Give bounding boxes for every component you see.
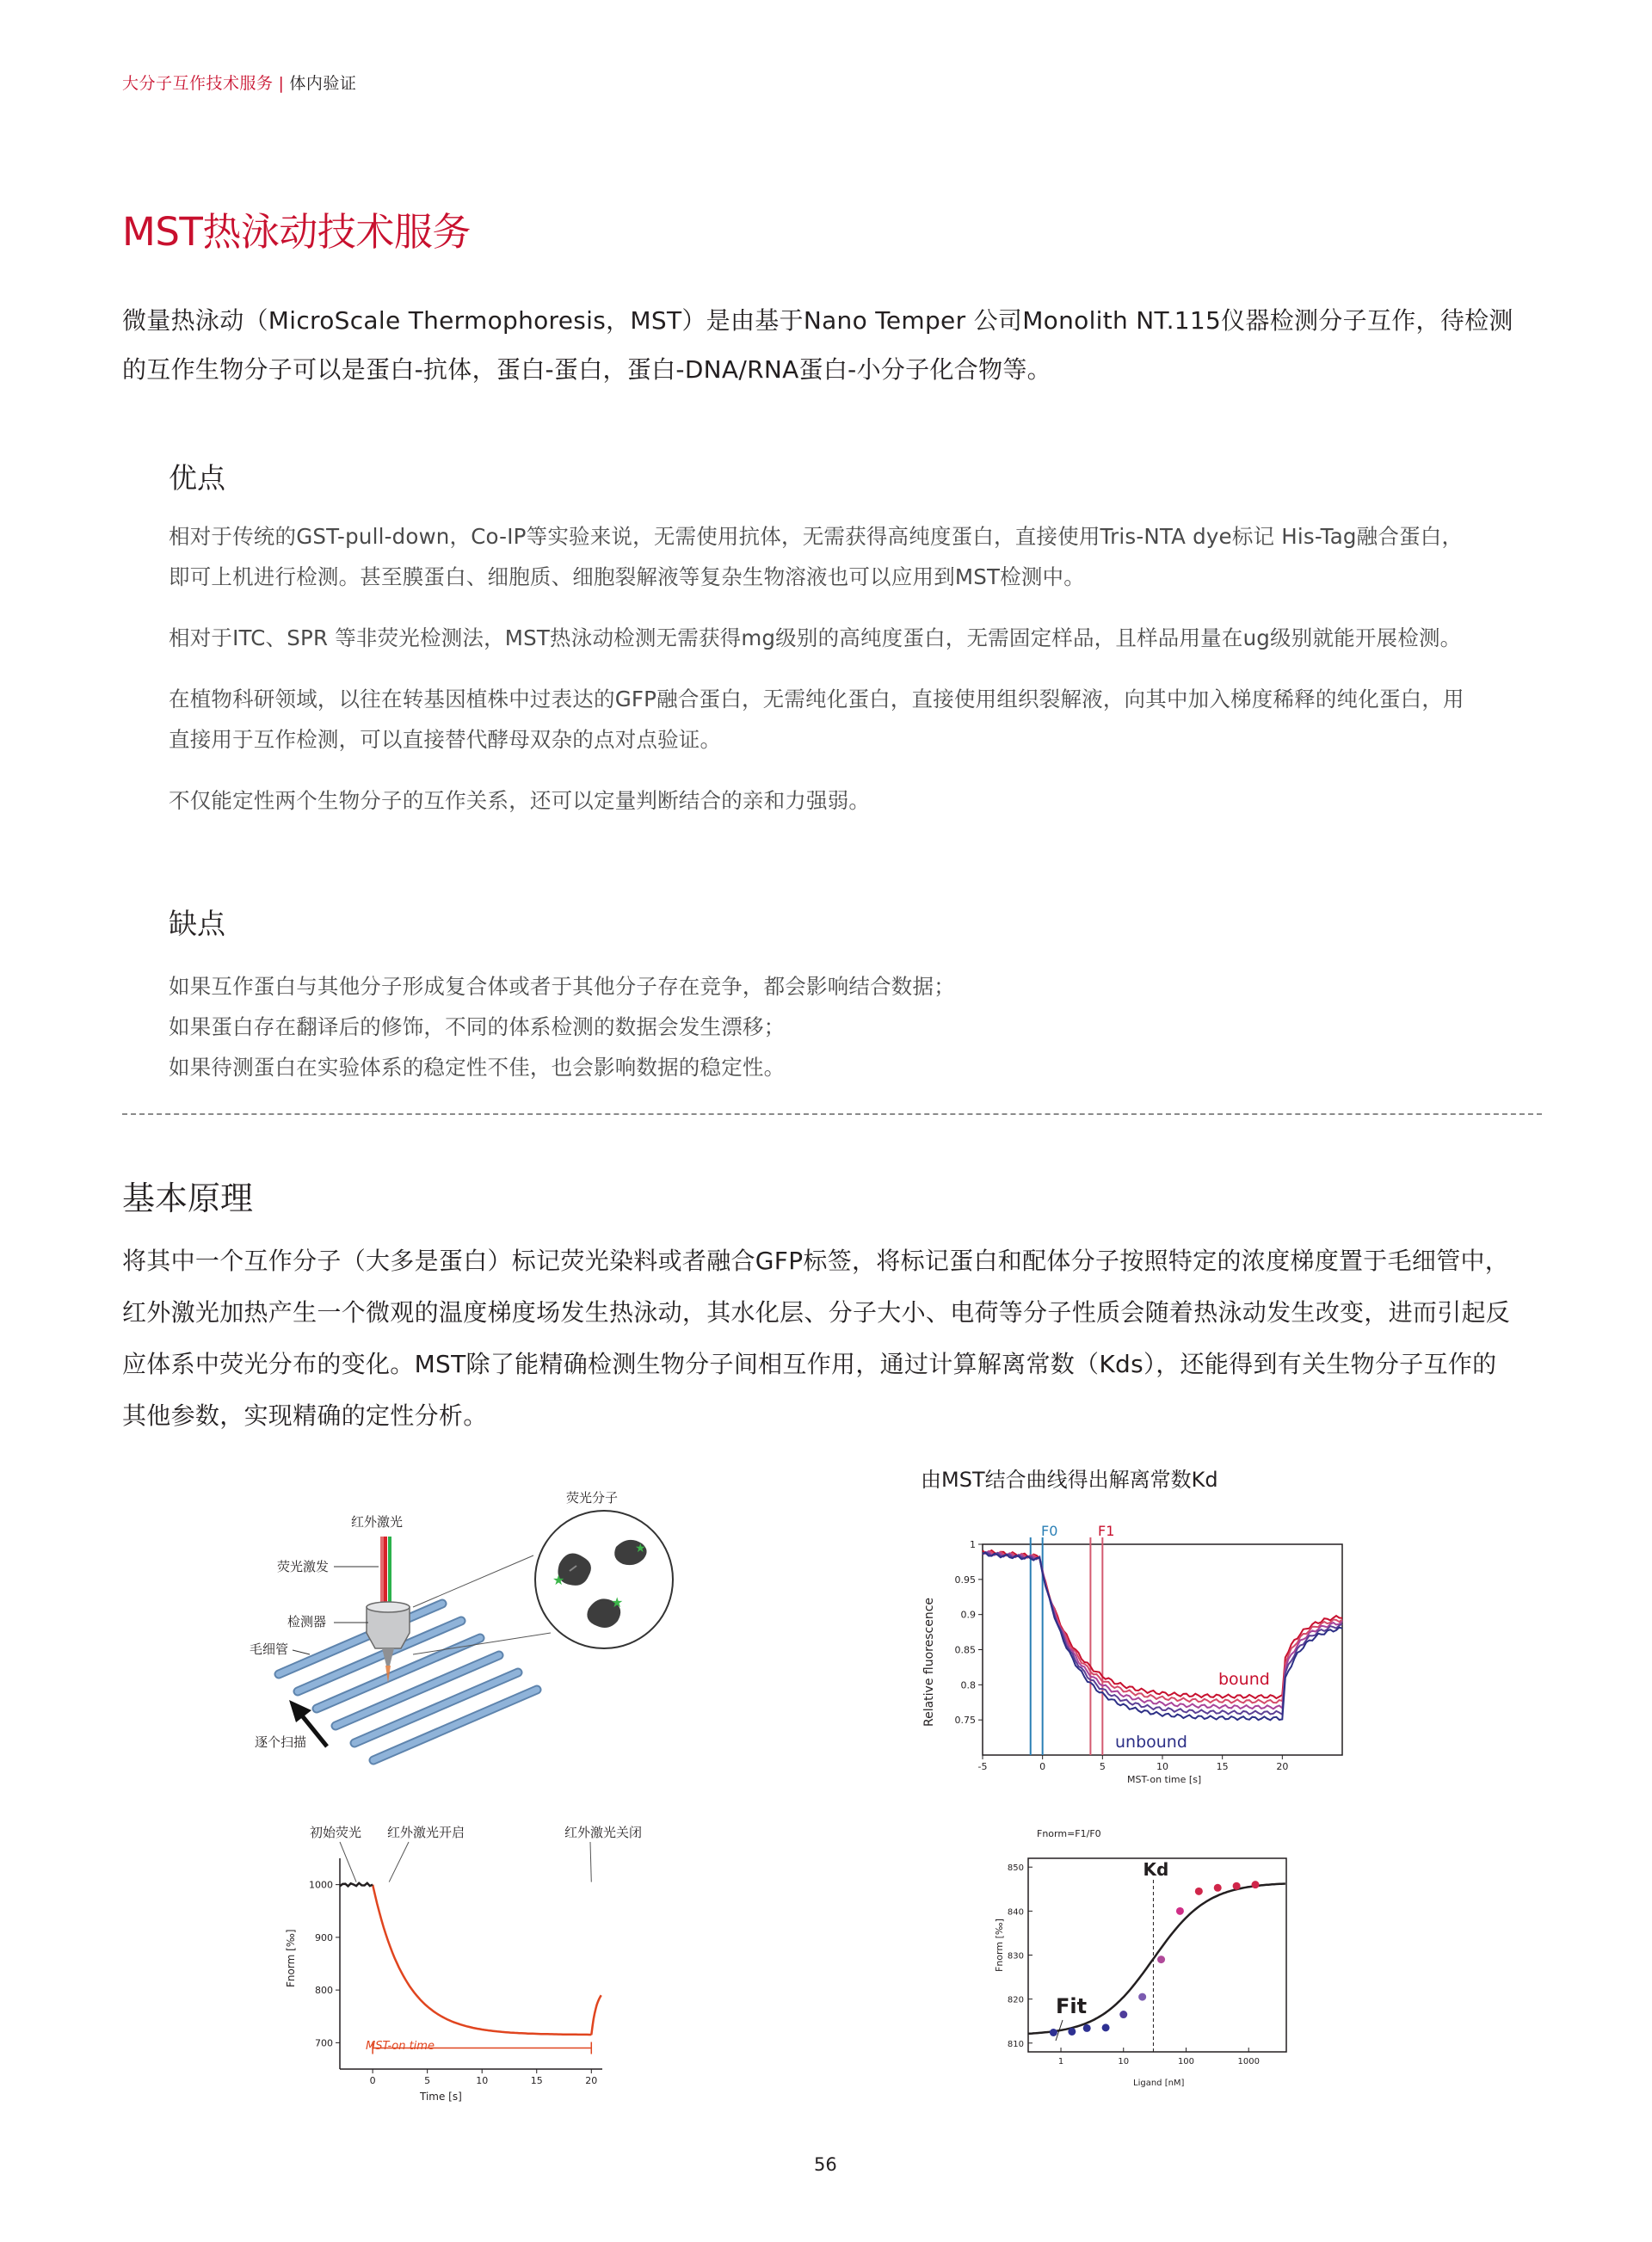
chart1-frame [983, 1544, 1342, 1755]
chart1-y-tick-label: 0.8 [960, 1679, 976, 1691]
detector-objective [367, 1607, 410, 1648]
chart2-y-tick-label: 900 [315, 1931, 333, 1943]
page-title: MST热泳动技术服务 [122, 209, 471, 255]
chart3-data-point [1102, 2023, 1110, 2031]
chart1-x-tick-label: 0 [1039, 1761, 1046, 1772]
principle-line-2: 红外激光加热产生一个微观的温度梯度场发生热泳动，其水化层、分子大小、电荷等分子性质会随着热泳动发生改变，进而引起反 [122, 1298, 1511, 1327]
chart1-y-axis-label: Relative fluorescence [922, 1597, 936, 1727]
chart3-y-tick-label: 820 [1007, 1995, 1024, 2005]
chart3-x-tick-label: 1000 [1237, 2057, 1260, 2066]
section-divider [122, 1113, 1542, 1115]
chart2-y-tick-label: 700 [315, 2037, 333, 2049]
chart1-y-tick-label: 0.85 [954, 1644, 976, 1656]
chart2-phase-laser-on: 红外激光开启 [387, 1825, 465, 1840]
objective-top [367, 1602, 410, 1612]
chart1-x-tick-label: -5 [977, 1761, 988, 1772]
chart3-y-tick-label: 840 [1007, 1907, 1024, 1918]
header-category: 大分子互作技术服务 [122, 74, 274, 93]
ir-laser-beam [384, 1537, 387, 1605]
chart3-data-point [1138, 1993, 1146, 2001]
chart1-bound-label: bound [1218, 1670, 1270, 1689]
molecule-star-icon: ★ [611, 1594, 624, 1611]
chart3-x-tick-label: 100 [1177, 2057, 1195, 2066]
advantage-1-line-1: 相对于传统的GST-pull-down，Co-IP等实验来说，无需使用抗体，无需获得高纯度蛋白，直接使用Tris-NTA dye标记 His-Tag融合蛋白， [169, 524, 1464, 549]
chart3-y-tick-label: 830 [1007, 1951, 1024, 1962]
excitation-beam [388, 1537, 391, 1605]
chart2-x-tick-label: 10 [476, 2075, 489, 2086]
label-detector: 检测器 [287, 1614, 327, 1629]
label-fluor-molecules: 荧光分子 [566, 1490, 619, 1506]
chart3-x-tick-label: 1 [1057, 2057, 1064, 2066]
chart1-x-axis-label: MST-on time [s] [1127, 1774, 1202, 1785]
principle-line-3: 应体系中荧光分布的变化。MST除了能精确检测生物分子间相互作用，通过计算解离常数（Kds），还能得到有关生物分子互作的 [122, 1350, 1497, 1378]
chart2-mst-on-label: MST-on time [366, 2040, 435, 2053]
chart1-f1-label: F1 [1098, 1523, 1115, 1539]
chart2-phase-leader [590, 1842, 591, 1882]
chart2-phase-initial: 初始荧光 [310, 1825, 362, 1840]
intro-line-2: 的互作生物分子可以是蛋白-抗体，蛋白-蛋白，蛋白-DNA/RNA蛋白-小分子化合物等。 [122, 355, 1051, 384]
header-separator: | [278, 74, 285, 93]
chart3-data-point [1050, 2029, 1057, 2036]
chart2-phase-leader [389, 1842, 409, 1882]
chart3-data-point [1214, 1884, 1222, 1892]
running-header [122, 71, 356, 94]
chart-binding-curve [977, 1824, 1312, 2108]
chart3-kd-label: Kd [1143, 1859, 1169, 1880]
advantages-heading: 优点 [169, 461, 225, 495]
chart1-x-tick-label: 20 [1276, 1761, 1289, 1772]
chart1-unbound-label: unbound [1115, 1733, 1187, 1752]
chart3-data-point [1252, 1881, 1260, 1888]
chart-relative-fluorescence [912, 1510, 1359, 1785]
leader-capillary [293, 1650, 310, 1654]
chart2-y-tick-label: 1000 [309, 1879, 333, 1891]
chart3-data-point [1195, 1888, 1203, 1895]
chart3-data-point [1176, 1907, 1184, 1915]
chart2-phase-laser-off: 红外激光关闭 [564, 1825, 643, 1840]
zoom-connector-1 [413, 1555, 533, 1607]
chart2-x-tick-label: 0 [369, 2075, 376, 2086]
chart3-title: Fnorm=F1/F0 [1037, 1828, 1101, 1839]
chart1-x-tick-label: 10 [1156, 1761, 1168, 1772]
chart3-x-tick-label: 10 [1118, 2057, 1130, 2066]
principle-heading: 基本原理 [122, 1180, 254, 1217]
page-number: 56 [814, 2154, 837, 2175]
chart3-y-axis-label: Fnorm [‰] [994, 1919, 1005, 1972]
chart2-x-axis-label: Time [s] [420, 2091, 462, 2103]
disadvantage-2: 如果蛋白存在翻译后的修饰，不同的体系检测的数据会发生漂移； [169, 1014, 786, 1039]
label-capillary: 毛细管 [250, 1641, 289, 1657]
chart2-x-tick-label: 15 [530, 2075, 543, 2086]
chart1-y-tick-label: 0.95 [954, 1574, 976, 1586]
chart3-data-point [1157, 1956, 1165, 1963]
molecule-star-icon: ★ [635, 1542, 646, 1555]
chart3-data-point [1083, 2024, 1091, 2032]
instrument-diagram [250, 1478, 706, 1788]
chart1-y-tick-label: 0.75 [954, 1715, 976, 1727]
disadvantages-heading: 缺点 [169, 907, 225, 940]
principle-line-4: 其他参数，实现精确的定性分析。 [122, 1401, 488, 1430]
chart3-fit-label: Fit [1056, 1994, 1088, 2018]
disadvantage-3: 如果待测蛋白在实验体系的稳定性不佳，也会影响数据的稳定性。 [169, 1055, 786, 1080]
chart2-x-tick-label: 5 [424, 2075, 431, 2086]
chart2-fnorm-curve [373, 1885, 601, 2036]
chart3-x-axis-label: Ligand [nM] [1133, 2079, 1185, 2088]
chart3-y-tick-label: 810 [1007, 2039, 1024, 2049]
label-scan: 逐个扫描 [255, 1734, 307, 1750]
label-fluor-excitation: 荧光激发 [277, 1559, 330, 1574]
advantage-1-line-2: 即可上机进行检测。甚至膜蛋白、细胞质、细胞裂解液等复杂生物溶液也可以应用到MST检测中。 [169, 564, 1085, 589]
chart2-y-axis-label: Fnorm [‰] [285, 1929, 297, 1987]
label-ir-laser: 红外激光 [351, 1514, 404, 1530]
principle-line-1: 将其中一个互作分子（大多是蛋白）标记荧光染料或者融合GFP标签，将标记蛋白和配体分子按照特定的浓度梯度置于毛细管中， [122, 1247, 1510, 1275]
chart3-y-tick-label: 850 [1007, 1863, 1024, 1874]
disadvantage-1: 如果互作蛋白与其他分子形成复合体或者于其他分子存在竞争，都会影响结合数据； [169, 974, 955, 999]
chart1-x-tick-label: 5 [1099, 1761, 1106, 1772]
chart-fnorm-time [275, 1811, 643, 2108]
chart3-data-point [1233, 1882, 1241, 1890]
advantage-2: 相对于ITC、SPR 等非荧光检测法，MST热泳动检测无需获得mg级别的高纯度蛋白，无需固定样品，且样品用量在ug级别就能开展检测。 [169, 625, 1462, 650]
chart2-y-tick-label: 800 [315, 1985, 333, 1997]
chart1-y-tick-label: 1 [970, 1539, 976, 1550]
intro-line-1: 微量热泳动（MicroScale Thermophoresis，MST）是由基于Nano Temper 公司Monolith NT.115仪器检测分子互作，待检测 [122, 306, 1513, 335]
chart1-y-tick-label: 0.9 [960, 1609, 976, 1621]
advantage-3-line-2: 直接用于互作检测，可以直接替代酵母双杂的点对点验证。 [169, 727, 722, 752]
advantage-4: 不仅能定性两个生物分子的互作关系，还可以定量判断结合的亲和力强弱。 [169, 788, 871, 813]
header-subcategory: 体内验证 [289, 74, 357, 93]
chart3-data-point [1119, 2011, 1127, 2018]
chart1-f0-label: F0 [1041, 1523, 1058, 1539]
chart2-phase-leader [340, 1842, 356, 1882]
chart1-x-tick-label: 15 [1216, 1761, 1229, 1772]
molecule-star-icon: ★ [552, 1572, 565, 1588]
advantage-3-line-1: 在植物科研领域，以往在转基因植株中过表达的GFP融合蛋白，无需纯化蛋白，直接使用组织裂解液，向其中加入梯度稀释的纯化蛋白，用 [169, 687, 1464, 711]
scan-arrow-head [289, 1700, 311, 1722]
ir-laser-beam-glow [380, 1537, 384, 1605]
chart2-x-tick-label: 20 [585, 2075, 598, 2086]
chart-caption: 由MST结合曲线得出解离常数Kd [921, 1468, 1218, 1492]
chart3-data-point [1068, 2028, 1076, 2036]
chart2-initial-segment [340, 1883, 373, 1887]
